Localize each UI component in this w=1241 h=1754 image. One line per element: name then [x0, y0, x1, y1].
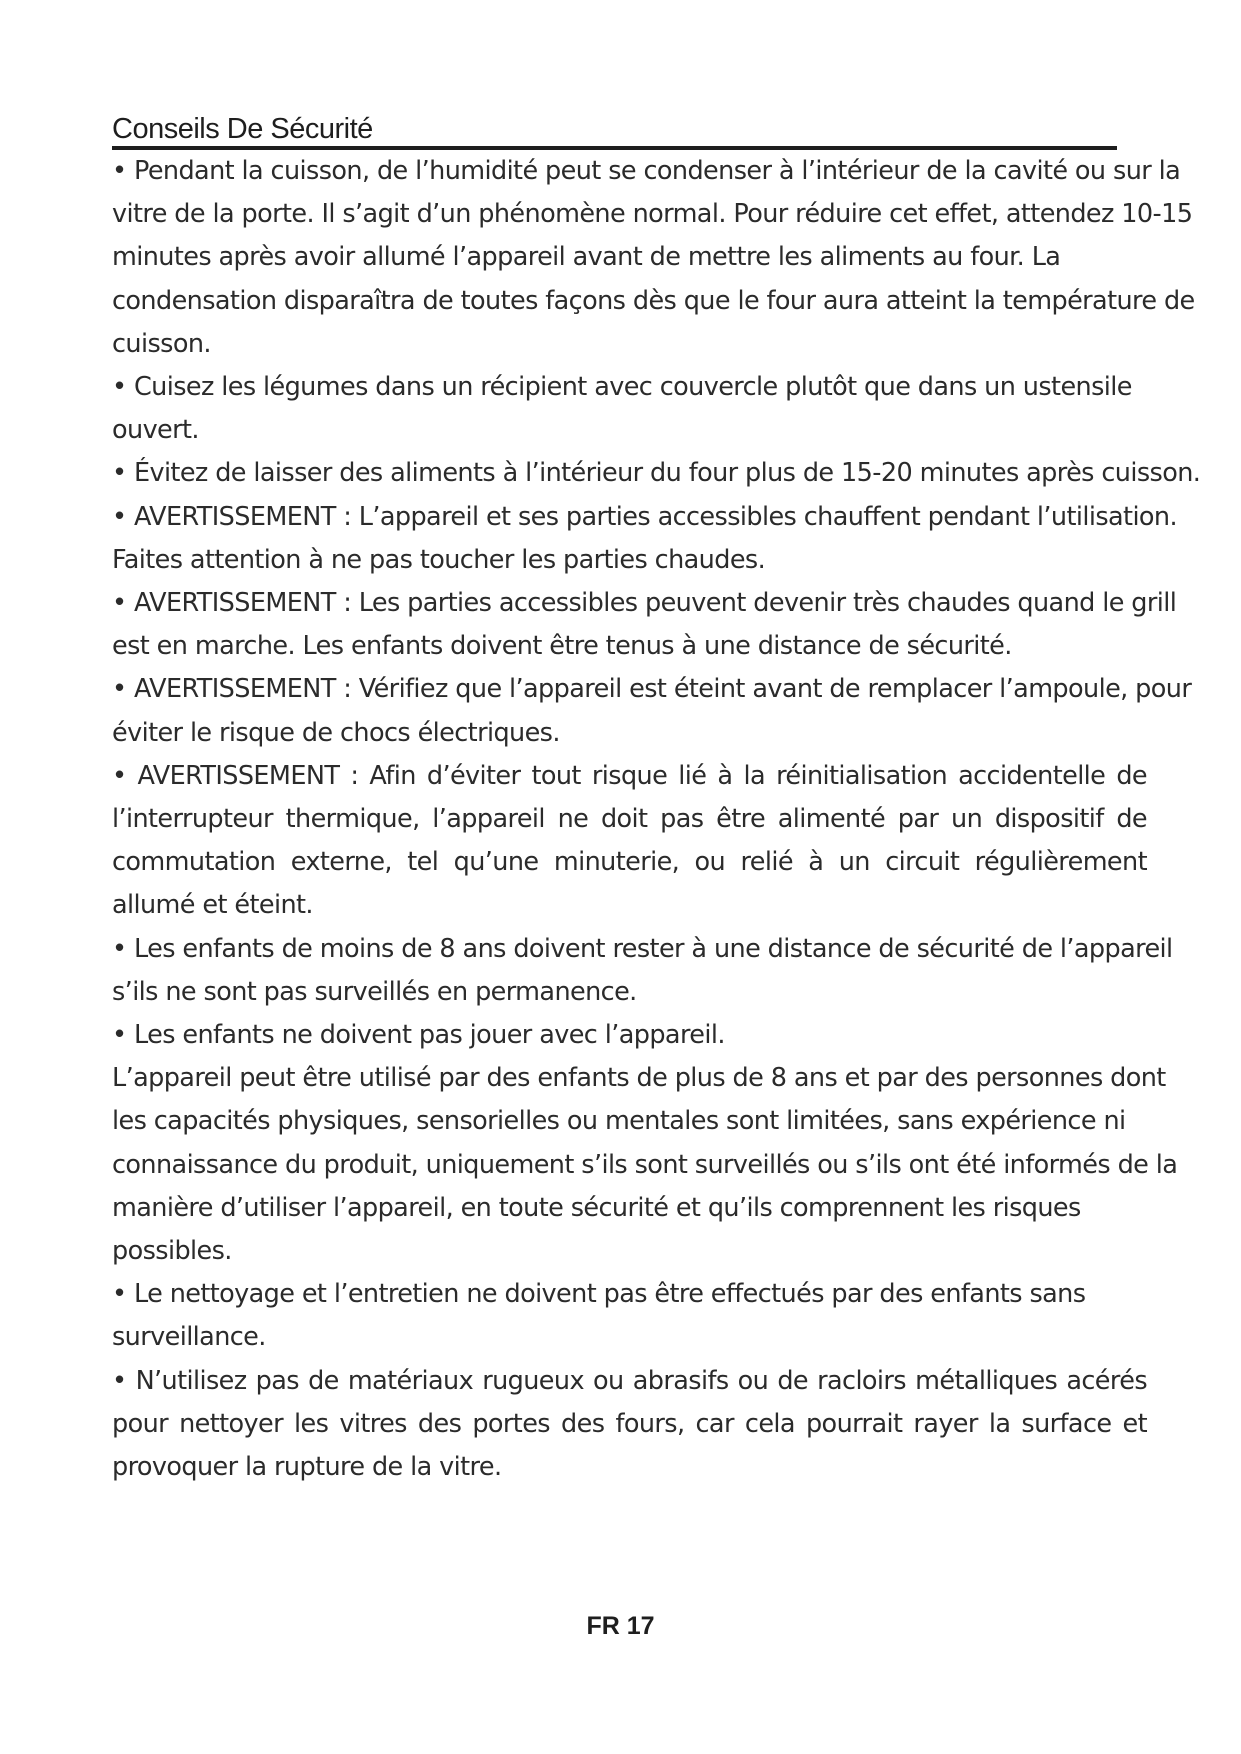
- paragraph-children-play: • Les enfants ne doivent pas jouer avec l’appareil.: [112, 1020, 725, 1051]
- paragraph-warning-hot-parts: • AVERTISSEMENT : L’appareil et ses parties accessibles chauffent pendant l’utilisation.: [112, 501, 1177, 532]
- paragraph-leftover-food: • Évitez de laisser des aliments à l’intérieur du four plus de 15-20 minutes après cuisson.: [112, 458, 1201, 489]
- paragraph-warning-grill: • AVERTISSEMENT : Les parties accessibles peuvent devenir très chaudes quand le grill est en marche. Les enfants doivent être tenus à une distance de sécurité.: [112, 588, 1177, 662]
- paragraph-careful-hot-parts: Faites attention à ne pas toucher les parties chaudes.: [112, 544, 766, 575]
- paragraph-warning-bulb: • AVERTISSEMENT : Vérifiez que l’appareil est éteint avant de remplacer l’ampoule, pour éviter le risque de chocs électriques.: [112, 674, 1192, 748]
- paragraph-vegetables: • Cuisez les légumes dans un récipient avec couvercle plutôt que dans un ustensile ouvert.: [112, 372, 1132, 446]
- paragraph-abrasive-materials: • N’utilisez pas de matériaux rugueux ou abrasifs ou de racloirs métalliques acérés pour nettoyer les vitres des portes des fours, car cela pourrait rayer la surface et provoquer la rupture de la vitre.: [112, 1365, 1147, 1483]
- section-title: Conseils De Sécurité: [112, 112, 1117, 150]
- paragraph-cleaning-supervision: • Le nettoyage et l’entretien ne doivent pas être effectués par des enfants sans surveillance.: [112, 1279, 1086, 1353]
- safety-advice-body: [112, 150, 1202, 1489]
- paragraph-warning-thermal-switch: • AVERTISSEMENT : Afin d’éviter tout risque lié à la réinitialisation accidentelle de l’interrupteur thermique, l’appareil ne doit pas être alimenté par un dispositif de commutation externe, tel qu’une minuterie, ou relié à un circuit régulièrement allumé et éteint.: [112, 760, 1147, 921]
- paragraph-appliance-usage: L’appareil peut être utilisé par des enfants de plus de 8 ans et par des personnes dont les capacités physiques, sensorielles ou mentales sont limitées, sans expérience ni connaissance du produit, uniquement s’ils sont surveillés ou s’ils ont été informés de la manière d’utiliser l’appareil, en toute sécurité et qu’ils comprennent les risques possibles.: [112, 1063, 1178, 1267]
- page-number: FR 17: [586, 1612, 655, 1640]
- paragraph-children-distance: • Les enfants de moins de 8 ans doivent rester à une distance de sécurité de l’appareil s’ils ne sont pas surveillés en permanence.: [112, 933, 1173, 1007]
- document-page: [112, 112, 1202, 1489]
- paragraph-condensation: • Pendant la cuisson, de l’humidité peut se condenser à l’intérieur de la cavité ou sur la vitre de la porte. Il s’agit d’un phénomène normal. Pour réduire cet effet, attendez 10-15 minutes après avoir allumé l’appareil avant de mettre les aliments au four. La condensation disparaîtra de toutes façons dès que le four aura atteint la température de cuisson.: [112, 156, 1195, 359]
